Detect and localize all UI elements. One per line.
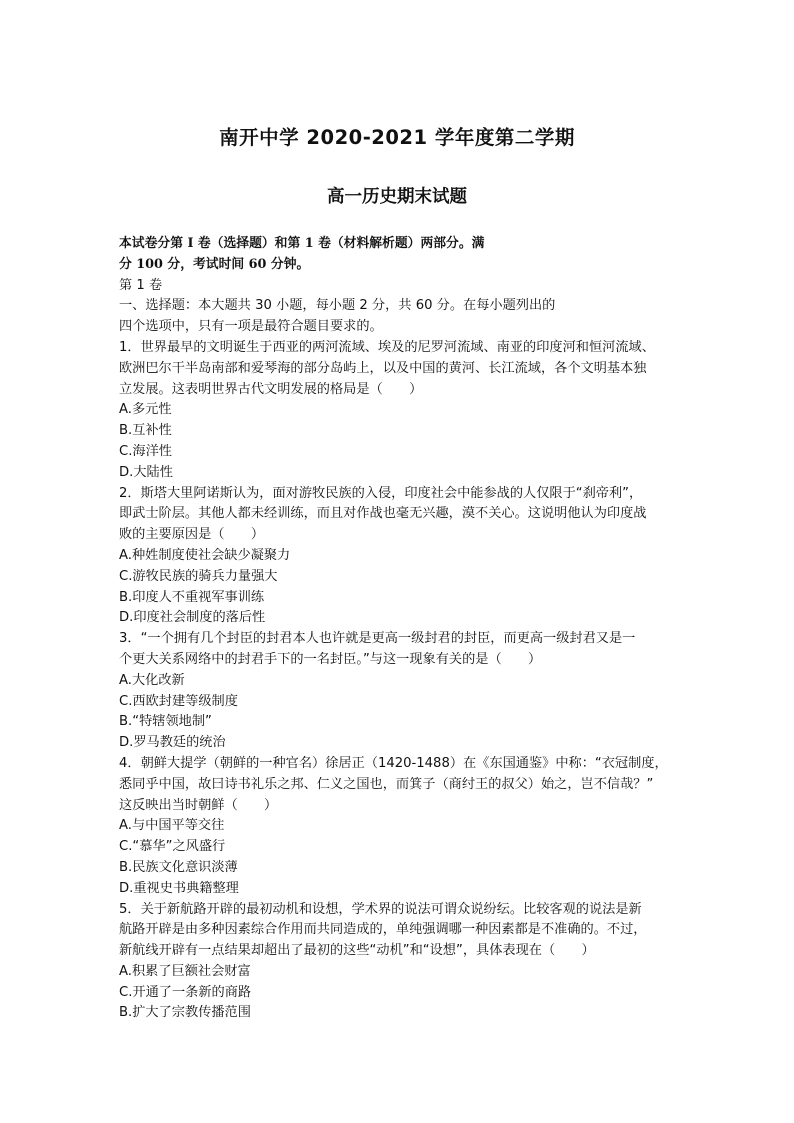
volume-label: 第 1 卷 (119, 277, 163, 293)
question-stem-line: 2．斯塔大里阿诺斯认为，面对游牧民族的入侵，印度社会中能参战的人仅限于“刹帝利”， (119, 485, 643, 501)
question-stem-line: 立发展。这表明世界古代文明发展的格局是（ ） (119, 381, 423, 397)
answer-option: A.多元性 (119, 402, 172, 418)
question-3 (119, 629, 689, 754)
question-stem-line: 4．朝鲜大提学（朝鲜的一种官名）徐居正（1420-1488）在《东国通鉴》中称：“衣冠制度， (119, 755, 668, 771)
answer-option: C.“慕华”之风盛行 (119, 839, 226, 855)
exam-subtitle: 高一历史期末试题 (327, 187, 467, 207)
question-stem-line: 即武士阶层。其他人都未经训练，而且对作战也毫无兴趣，漠不关心。这说明他认为印度战 (119, 506, 647, 522)
answer-option: B.民族文化意识淡薄 (119, 859, 238, 875)
answer-option: A.积累了巨额社会财富 (119, 963, 251, 979)
question-5 (119, 900, 689, 1025)
question-stem-line: 这反映出当时朝鲜（ ） (119, 797, 278, 813)
answer-option: C.游牧民族的骑兵力量强大 (119, 568, 278, 584)
answer-option: A.种姓制度使社会缺少凝聚力 (119, 547, 291, 563)
question-stem-line: 败的主要原因是（ ） (119, 527, 265, 543)
exam-title: 南开中学 2020-2021 学年度第二学期 (219, 126, 575, 149)
question-stem-line: 3．“一个拥有几个封臣的封君本人也许就是更高一级封君的封臣，而更高一级封君又是一 (119, 631, 636, 647)
answer-option: A.大化改新 (119, 672, 185, 688)
intro-line: 分 100 分，考试时间 60 分钟。 (119, 256, 310, 272)
question-stem-line: 新航线开辟有一点结果却超出了最初的这些“动机”和“设想”，具体表现在（ ） (119, 943, 595, 959)
question-2 (119, 484, 689, 630)
question-stem-line: 欧洲巴尔干半岛南部和爱琴海的部分岛屿上，以及中国的黄河、长江流域，各个文明基本独 (119, 360, 647, 376)
question-stem-line: 5．关于新航路开辟的最初动机和设想，学术界的说法可谓众说纷纭。比较客观的说法是新 (119, 901, 642, 917)
answer-option: C.西欧封建等级制度 (119, 693, 238, 709)
section-heading: 一、选择题：本大题共 30 小题，每小题 2 分，共 60 分。在每小题列出的 (119, 298, 556, 314)
question-1 (119, 338, 689, 484)
answer-option: C.开通了一条新的商路 (119, 984, 252, 1000)
answer-option: A.与中国平等交往 (119, 818, 225, 834)
section-heading: 四个选项中，只有一项是最符合题目要求的。 (119, 319, 383, 335)
question-stem-line: 1．世界最早的文明诞生于西亚的两河流域、埃及的尼罗河流域、南亚的印度河和恒河流域、 (119, 339, 655, 355)
question-4 (119, 754, 689, 900)
question-stem-line: 个更大关系网络中的封君手下的一名封臣。”与这一现象有关的是（ ） (119, 651, 542, 667)
answer-option: D.大陆性 (119, 464, 173, 480)
answer-option: D.重视史书典籍整理 (119, 880, 239, 896)
answer-option: B.扩大了宗教传播范围 (119, 1005, 251, 1021)
answer-option: C.海洋性 (119, 443, 172, 459)
question-stem-line: 悉同乎中国，故曰诗书礼乐之邦、仁义之国也，而箕子（商纣王的叔父）始之，岂不信哉？” (119, 776, 654, 792)
answer-option: D.罗马教廷的统治 (119, 735, 226, 751)
answer-option: D.印度社会制度的落后性 (119, 610, 266, 626)
answer-option: B.印度人不重视军事训练 (119, 589, 265, 605)
intro-line: 本试卷分第 I 卷（选择题）和第 1 卷（材料解析题）两部分。满 (119, 236, 485, 251)
answer-option: B.互补性 (119, 423, 172, 439)
answer-option: B.“特辖领地制” (119, 714, 212, 730)
exam-body (119, 234, 689, 1024)
question-stem-line: 航路开辟是由多种因素综合作用而共同造成的，单纯强调哪一种因素都是不准确的。不过， (119, 922, 647, 938)
